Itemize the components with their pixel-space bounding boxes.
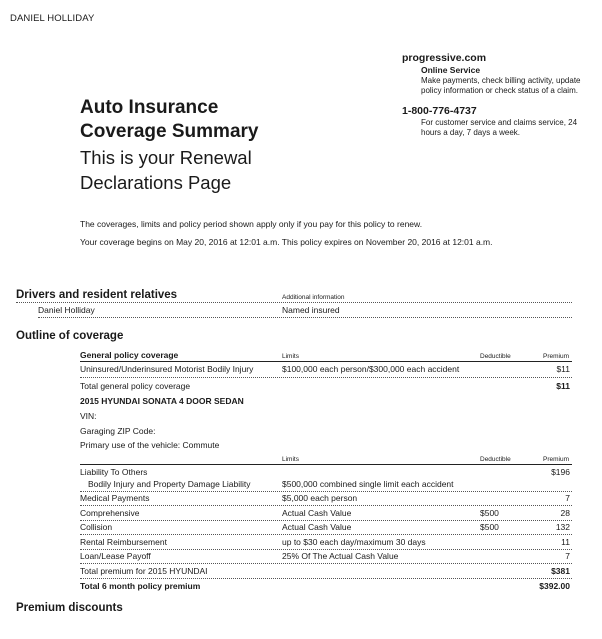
general-total-label: Total general policy coverage [80,381,191,391]
premium-header: Premium [543,353,570,360]
divider [80,361,572,362]
phone-number[interactable]: 1-800-776-4737 [402,105,477,117]
coverage-period: Your coverage begins on May 20, 2016 at 12:01 a.m. This policy expires on November 20, 2016 at 12:01 a.m. [80,237,493,247]
driver-info: Named insured [282,305,340,315]
limits-header: Limits [282,456,299,463]
premium-header: Premium [543,456,570,463]
divider [38,317,572,318]
coverage-name: Medical Payments [80,493,150,503]
divider [80,549,572,550]
coverage-premium: $11 [556,364,570,374]
page-subtitle-line2: Declarations Page [80,172,232,193]
coverage-limits: Actual Cash Value [282,522,352,532]
drivers-heading: Drivers and resident relatives [16,289,178,301]
divider [80,534,572,535]
coverage-name: Liability To Others [80,467,148,477]
online-service-title: Online Service [421,65,481,75]
divider [80,505,572,506]
website-link[interactable]: progressive.com [402,52,487,64]
general-total-value: $11 [556,381,570,391]
zip-label: Garaging ZIP Code: [80,426,156,436]
coverage-premium: 7 [565,551,570,561]
driver-name: Daniel Holliday [38,305,95,315]
page-title-line1: Auto Insurance [80,97,219,118]
primary-use: Primary use of the vehicle: Commute [80,440,220,450]
coverage-premium: 7 [565,493,570,503]
deductible-header: Deductible [480,353,511,360]
limits-header: Limits [282,353,299,360]
online-service-description: Make payments, check billing activity, update policy information or check status of a claim. [421,76,581,95]
coverage-limits: $500,000 combined single limit each accident [282,479,454,489]
deductible-header: Deductible [480,456,511,463]
coverage-name: Loan/Lease Payoff [80,551,151,561]
coverage-premium: $196 [551,467,570,477]
discounts-heading: Premium discounts [16,602,123,614]
divider [80,563,572,564]
coverage-name: Uninsured/Underinsured Motorist Bodily Injury [80,364,254,374]
coverage-limits: $100,000 each person/$300,000 each accident [282,364,460,374]
coverage-deductible: $500 [480,522,499,532]
divider [80,578,572,579]
outline-heading: Outline of coverage [16,330,124,342]
coverage-name: Comprehensive [80,508,140,518]
coverage-limits: Actual Cash Value [282,508,352,518]
vin-label: VIN: [80,411,97,421]
divider [80,464,572,465]
coverage-limits: $5,000 each person [282,493,358,503]
coverage-premium: 11 [561,537,570,547]
page-subtitle-line1: This is your Renewal [80,147,252,168]
divider [80,491,572,492]
page-title-line2: Coverage Summary [80,121,259,142]
policy-total-value: $392.00 [539,581,570,591]
divider [80,377,572,378]
customer-name: DANIEL HOLLIDAY [10,13,95,24]
coverage-name: Collision [80,522,113,532]
coverage-name: Rental Reimbursement [80,537,167,547]
coverage-premium: 28 [560,508,570,518]
divider [80,520,572,521]
vehicle-total-label: Total premium for 2015 HYUNDAI [80,566,208,576]
coverage-limits: 25% Of The Actual Cash Value [282,551,399,561]
coverage-premium: 132 [555,522,570,532]
additional-info-header: Additional information [282,294,345,301]
coverage-deductible: $500 [480,508,499,518]
coverage-name: Bodily Injury and Property Damage Liability [88,479,251,489]
general-coverage-heading: General policy coverage [80,350,179,360]
policy-note: The coverages, limits and policy period shown apply only if you pay for this policy to renew. [80,219,423,229]
vehicle-total-value: $381 [551,566,570,576]
policy-total-label: Total 6 month policy premium [80,581,201,591]
coverage-limits: up to $30 each day/maximum 30 days [282,537,426,547]
divider [16,302,572,303]
vehicle-heading: 2015 HYUNDAI SONATA 4 DOOR SEDAN [80,396,244,406]
phone-description: For customer service and claims service, 24 hours a day, 7 days a week. [421,118,578,137]
